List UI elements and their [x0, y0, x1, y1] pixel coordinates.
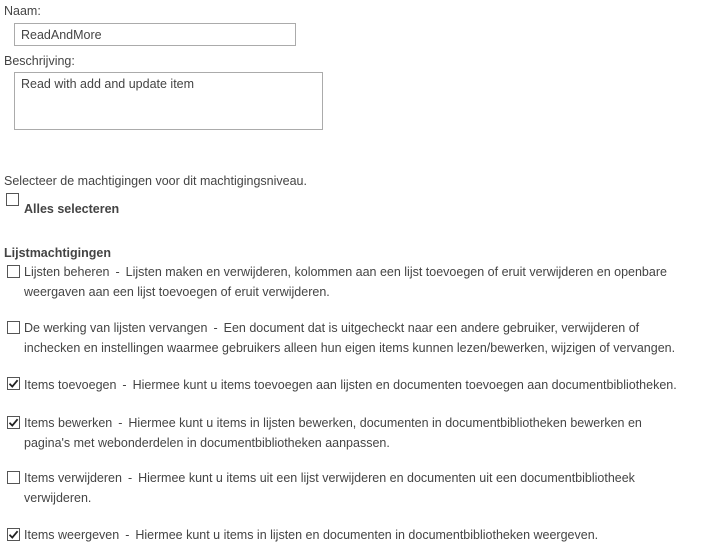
permission-description: Hiermee kunt u items uit een lijst verwijderen en documenten uit een documentbibliotheek [138, 471, 635, 485]
permission-name: Items bewerken [24, 416, 113, 430]
permission-separator: - [115, 265, 120, 279]
permission-checkbox[interactable] [7, 528, 20, 541]
permission-checkbox[interactable] [7, 416, 20, 429]
checkmark-icon [7, 528, 20, 541]
checkmark-icon [7, 416, 20, 429]
permission-checkbox[interactable] [7, 265, 20, 278]
permission-description-continued: weergaven aan een lijst toevoegen of eruit verwijderen. [24, 285, 330, 299]
permission-checkbox[interactable] [7, 377, 20, 390]
permission-text [24, 262, 712, 302]
description-label: Beschrijving: [4, 54, 75, 68]
select-instruction: Selecteer de machtigingen voor dit machtigingsniveau. [4, 174, 307, 188]
permission-description: Een document dat is uitgecheckt naar een andere gebruiker, verwijderen of [223, 321, 640, 335]
permission-text [24, 318, 712, 358]
select-all-checkbox[interactable] [6, 193, 19, 206]
permission-separator: - [122, 378, 127, 392]
select-all-label: Alles selecteren [24, 202, 120, 216]
description-textarea[interactable] [14, 72, 323, 130]
name-input[interactable] [14, 23, 296, 46]
permission-separator: - [127, 471, 133, 485]
permission-description: Lijsten maken en verwijderen, kolommen aan een lijst toevoegen of eruit verwijderen en openbare [125, 265, 667, 279]
permission-text [24, 468, 712, 508]
permission-description-continued: pagina's met webonderdelen in documentbibliotheken aanpassen. [24, 436, 390, 450]
permission-name: Items toevoegen [24, 378, 117, 392]
checkmark-icon [7, 377, 20, 390]
permission-description: Hiermee kunt u items in lijsten bewerken, documenten in documentbibliotheken bewerken en [128, 416, 642, 430]
permission-name: Items verwijderen [24, 471, 122, 485]
permission-checkbox[interactable] [7, 321, 20, 334]
permission-text [24, 525, 712, 545]
permission-name: De werking van lijsten vervangen [24, 321, 208, 335]
permission-text [24, 375, 712, 395]
list-permissions-heading: Lijstmachtigingen [4, 246, 111, 260]
permission-description: Hiermee kunt u items toevoegen aan lijsten en documenten toevoegen aan documentbibliotheken. [132, 378, 677, 392]
permission-description-continued: inchecken en instellingen waarmee gebruikers alleen hun eigen items kunnen lezen/bewerken, wijzigen of vervangen. [24, 341, 676, 355]
name-label: Naam: [4, 4, 41, 18]
permission-separator: - [118, 416, 123, 430]
permission-description: Hiermee kunt u items in lijsten en documenten in documentbibliotheken weergeven. [135, 528, 599, 542]
permission-separator: - [213, 321, 218, 335]
permission-name: Lijsten beheren [24, 265, 110, 279]
permission-separator: - [125, 528, 130, 542]
permission-checkbox[interactable] [7, 471, 20, 484]
permission-description-continued: verwijderen. [24, 491, 92, 505]
permission-text [24, 413, 712, 453]
permission-name: Items weergeven [24, 528, 120, 542]
